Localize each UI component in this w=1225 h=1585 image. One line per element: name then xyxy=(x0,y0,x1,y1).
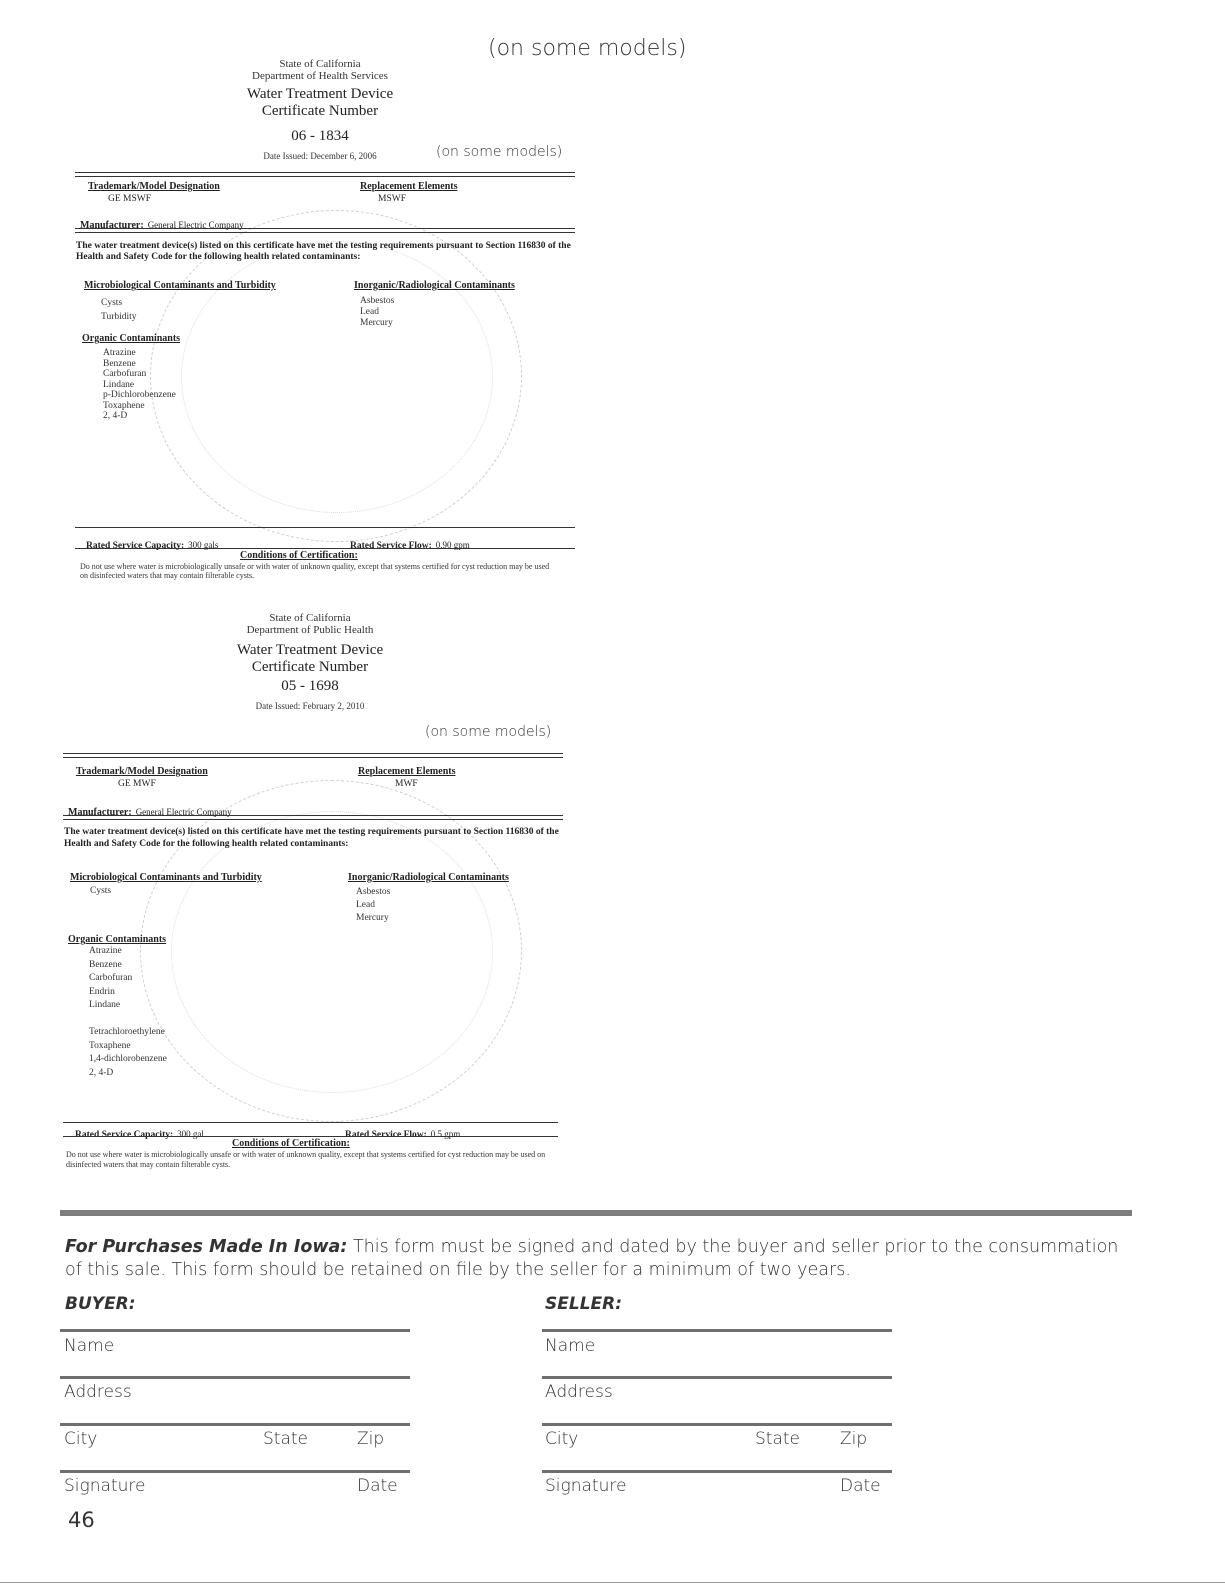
cert1-state: State of California xyxy=(279,58,361,70)
cert1-organic-item: Atrazine xyxy=(103,348,136,358)
seller-heading: SELLER: xyxy=(545,1294,623,1314)
seller-address-label: Address xyxy=(545,1382,613,1402)
seller-signature-label: Signature xyxy=(545,1476,627,1496)
cert1-organic-item: Lindane xyxy=(103,379,135,390)
cert2-organic-item: Tetrachloroethylene xyxy=(89,1027,165,1037)
buyer-city-line[interactable] xyxy=(60,1423,410,1426)
cert2-replacement-heading: Replacement Elements xyxy=(358,766,456,777)
cert2-top-rule xyxy=(63,753,563,758)
cert2-organic-item: Atrazine xyxy=(89,946,122,956)
cert1-inorganic-item: Lead xyxy=(360,307,379,317)
cert1-top-rule xyxy=(75,172,575,177)
seller-city-line[interactable] xyxy=(542,1423,892,1426)
page-number: 46 xyxy=(68,1508,95,1532)
cert2-organic-list xyxy=(89,945,167,1080)
page-bottom-rule xyxy=(0,1582,1225,1583)
cert1-bottom-rule xyxy=(75,527,575,528)
cert1-inorganic-item: Mercury xyxy=(360,318,393,328)
cert1-capacity-value: 300 gals xyxy=(188,540,219,550)
cert1-organic-item: p-Dichlorobenzene xyxy=(103,390,176,400)
seller-zip-label: Zip xyxy=(840,1429,868,1449)
buyer-city-label: City xyxy=(64,1429,98,1449)
cert2-micro-list xyxy=(90,886,111,897)
cert1-model-note: (on some models) xyxy=(436,144,563,160)
cert2-department: Department of Public Health xyxy=(246,624,374,636)
iowa-text: This form must be signed and dated by the buyer and seller prior to the consummation of this sale. This form should be retained on file by the seller for a minimum of two years. xyxy=(65,1237,1119,1280)
cert1-inorganic-item: Asbestos xyxy=(360,296,395,306)
iowa-statement xyxy=(65,1236,1140,1282)
cert1-date-issued: Date Issued: December 6, 2006 xyxy=(263,151,377,161)
cert1-micro-item: Turbidity xyxy=(101,312,137,322)
seller-signature-line[interactable] xyxy=(542,1470,892,1473)
cert1-micro-item: Cysts xyxy=(101,298,123,308)
section-divider xyxy=(60,1210,1132,1216)
seller-state-label: State xyxy=(755,1429,800,1449)
buyer-signature-label: Signature xyxy=(64,1476,146,1496)
model-note-top: (on some models) xyxy=(488,36,687,61)
cert1-statement: The water treatment device(s) listed on this certificate have met the testing requirements pursuant to Section 116830 of the Health and Safety Code for the following health related contaminants: xyxy=(76,241,571,262)
cert2-inorganic-list xyxy=(356,886,390,925)
cert2-header xyxy=(210,612,410,711)
buyer-date-label: Date xyxy=(357,1476,398,1496)
buyer-name-label: Name xyxy=(64,1336,115,1356)
cert1-inorganic-list xyxy=(360,296,394,329)
cert1-organic-item: Toxaphene xyxy=(103,400,145,411)
cert2-flow xyxy=(345,1124,460,1142)
cert2-organic-item: Lindane xyxy=(89,1000,121,1010)
iowa-lead: For Purchases Made In Iowa: xyxy=(65,1237,348,1257)
buyer-name-line[interactable] xyxy=(60,1329,410,1332)
seller-address-line[interactable] xyxy=(542,1376,892,1379)
cert1-conditions-heading: Conditions of Certification: xyxy=(240,550,358,561)
buyer-signature-line[interactable] xyxy=(60,1470,410,1473)
cert2-organic-item: 2, 4-D xyxy=(89,1067,114,1078)
cert1-organic-item: 2, 4-D xyxy=(103,411,128,421)
cert2-organic-heading: Organic Contaminants xyxy=(68,934,167,945)
cert2-seal-inner-ring xyxy=(171,811,493,1093)
cert2-trademark-value: GE MWF xyxy=(118,779,156,789)
cert1-subtitle: Certificate Number xyxy=(261,103,379,119)
cert2-organic-item: Carbofuran xyxy=(89,973,133,983)
cert2-organic-item: Toxaphene xyxy=(89,1040,131,1051)
cert2-flow-label: Rated Service Flow: xyxy=(345,1130,427,1140)
cert2-trademark-heading: Trademark/Model Designation xyxy=(76,766,208,777)
cert2-capacity-label: Rated Service Capacity: xyxy=(75,1130,174,1140)
buyer-state-label: State xyxy=(263,1429,308,1449)
cert2-inorganic-item: Lead xyxy=(356,900,375,910)
cert1-bottom-rule-2 xyxy=(75,548,575,549)
cert2-manufacturer-label: Manufacturer: xyxy=(68,807,132,818)
cert2-subtitle: Certificate Number xyxy=(251,659,369,675)
cert1-manufacturer-label: Manufacturer: xyxy=(80,220,144,231)
cert2-inorganic-heading: Inorganic/Radiological Contaminants xyxy=(348,872,509,883)
cert2-date-issued: Date Issued: February 2, 2010 xyxy=(255,701,365,711)
cert2-capacity xyxy=(75,1124,204,1142)
cert2-bottom-rule xyxy=(63,1122,558,1123)
cert2-replacement-value: MWF xyxy=(395,779,418,789)
seller-date-label: Date xyxy=(840,1476,881,1496)
seller-name-line[interactable] xyxy=(542,1329,892,1332)
seller-name-label: Name xyxy=(545,1336,596,1356)
cert1-manufacturer-value: General Electric Company xyxy=(147,220,244,230)
cert1-conditions-text: Do not use where water is microbiologically unsafe or with water of unknown quality, except that systems certified for cyst reduction may be used on disinfected waters that may contain filterable cysts. xyxy=(80,562,550,580)
cert1-organic-list xyxy=(103,348,176,422)
cert2-conditions-heading: Conditions of Certification: xyxy=(232,1138,350,1149)
cert1-number: 06 - 1834 xyxy=(291,128,349,144)
cert2-conditions-text: Do not use where water is microbiologically unsafe or with water of unknown quality, except that systems certified for cyst reduction may be used on disinfected waters that may contain filterable cysts. xyxy=(66,1150,546,1169)
cert2-inorganic-item: Mercury xyxy=(356,913,389,923)
cert1-micro-heading: Microbiological Contaminants and Turbidity xyxy=(84,280,276,291)
cert1-organic-item: Benzene xyxy=(103,358,136,369)
cert1-department: Department of Health Services xyxy=(252,70,388,82)
cert2-number: 05 - 1698 xyxy=(281,678,339,694)
cert2-state: State of California xyxy=(269,612,351,624)
cert2-micro-item: Cysts xyxy=(90,886,112,896)
cert1-micro-list xyxy=(101,296,137,324)
cert1-capacity xyxy=(86,535,218,553)
cert1-flow-value: 0.90 gpm xyxy=(435,540,470,550)
cert1-trademark-heading: Trademark/Model Designation xyxy=(88,181,220,192)
cert1-flow xyxy=(350,535,470,553)
cert1-capacity-label: Rated Service Capacity: xyxy=(86,541,185,551)
cert1-header xyxy=(220,58,420,161)
cert1-organic-item: Carbofuran xyxy=(103,369,147,379)
cert1-replacement-value: MSWF xyxy=(378,194,406,204)
cert1-trademark-value: GE MSWF xyxy=(108,194,152,204)
cert1-title: Water Treatment Device xyxy=(246,86,394,102)
cert1-inorganic-heading: Inorganic/Radiological Contaminants xyxy=(354,280,515,291)
cert2-organic-item: Endrin xyxy=(89,986,115,997)
cert1-mid-rule xyxy=(75,228,575,233)
buyer-address-line[interactable] xyxy=(60,1376,410,1379)
cert2-organic-item xyxy=(89,1013,167,1027)
cert2-organic-item: 1,4-dichlorobenzene xyxy=(89,1054,167,1064)
cert2-mid-rule xyxy=(63,815,563,820)
buyer-address-label: Address xyxy=(64,1382,132,1402)
cert2-flow-value: 0.5 gpm xyxy=(430,1129,461,1139)
cert2-title: Water Treatment Device xyxy=(236,642,384,658)
cert1-replacement-heading: Replacement Elements xyxy=(360,181,458,192)
cert2-statement: The water treatment device(s) listed on this certificate have met the testing requirements pursuant to Section 116830 of the Health and Safety Code for the following health related contaminants: xyxy=(64,827,559,849)
seller-city-label: City xyxy=(545,1429,579,1449)
buyer-heading: BUYER: xyxy=(65,1294,136,1314)
cert2-organic-item: Benzene xyxy=(89,959,122,970)
cert2-capacity-value: 300 gal xyxy=(177,1129,204,1139)
buyer-zip-label: Zip xyxy=(357,1429,385,1449)
cert2-model-note: (on some models) xyxy=(425,724,552,740)
cert2-manufacturer-value: General Electric Company xyxy=(135,807,232,817)
cert2-bottom-rule-2 xyxy=(63,1136,558,1137)
cert2-micro-heading: Microbiological Contaminants and Turbidity xyxy=(70,872,262,883)
cert1-flow-label: Rated Service Flow: xyxy=(350,541,432,551)
cert2-inorganic-item: Asbestos xyxy=(356,887,391,897)
cert1-organic-heading: Organic Contaminants xyxy=(82,333,181,344)
